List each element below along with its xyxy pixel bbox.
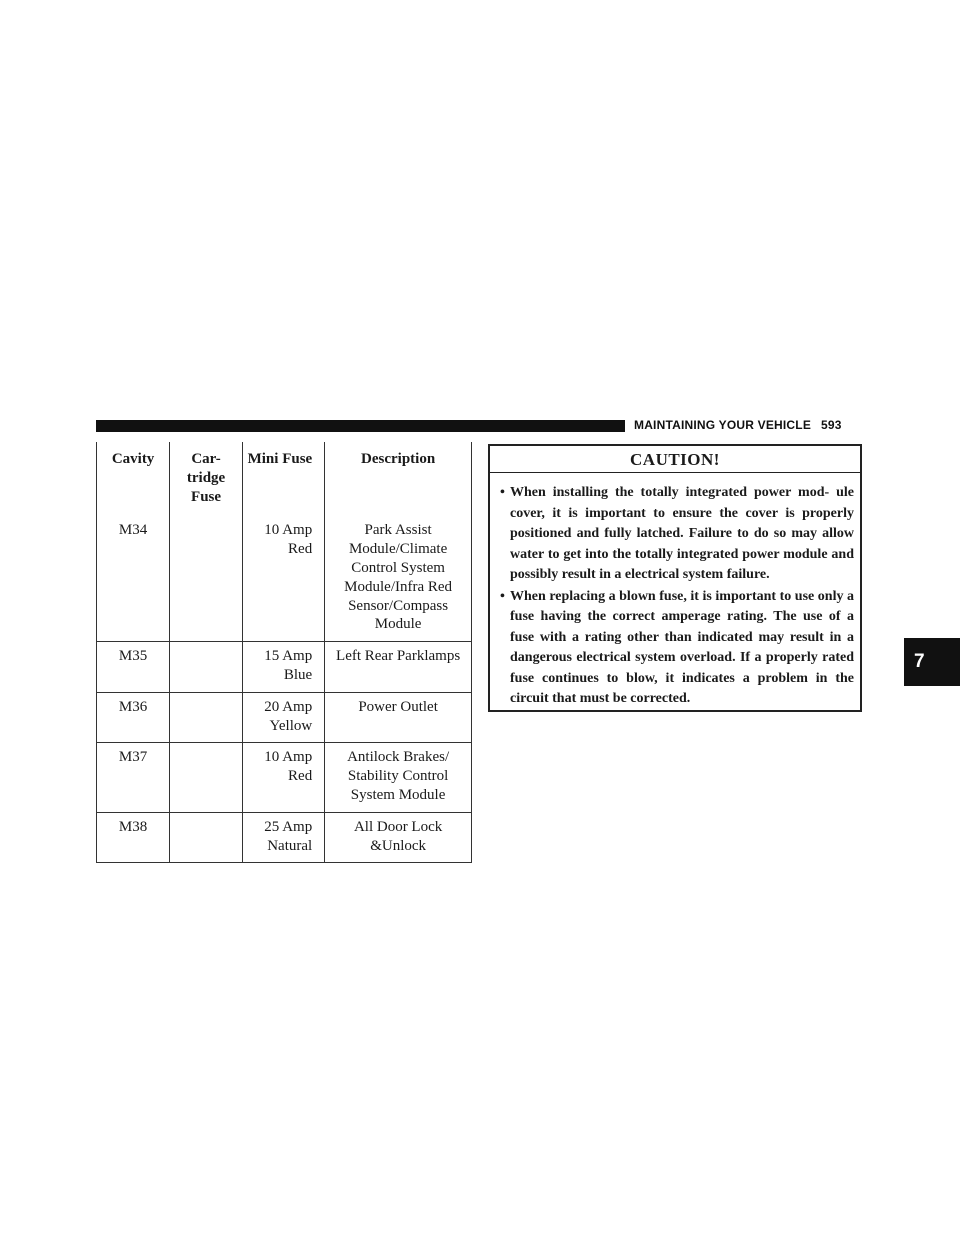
page-number: 593 bbox=[821, 418, 842, 432]
cavity-cell: M38 bbox=[97, 812, 170, 863]
table-row bbox=[97, 812, 472, 863]
description-cell: Antilock Brakes/ Stability Control System Module bbox=[325, 743, 472, 812]
description-cell: Left Rear Parklamps bbox=[325, 642, 472, 693]
caution-title: CAUTION! bbox=[490, 446, 860, 473]
cavity-cell: M34 bbox=[97, 516, 170, 641]
chapter-tab: 7 bbox=[904, 638, 960, 686]
header-cartridge-fuse: Car- tridge Fuse bbox=[170, 442, 243, 516]
header-mini-fuse: Mini Fuse bbox=[242, 442, 324, 516]
description-cell: Park Assist Module/Climate Control System Module/Infra Red Sensor/Compass Module bbox=[325, 516, 472, 641]
header-cavity: Cavity bbox=[97, 442, 170, 516]
caution-text: When installing the totally integrated power mod- ule cover, it is important to ensure the cover is properly positioned and fully latched. Failure to do so may allow water to get into the totally integrated power module and possibly result in a electrical system failure. bbox=[510, 485, 854, 582]
caution-text: When replacing a blown fuse, it is important to use only a fuse having the correct amperage rating. The use of a fuse with a rating other than indicated may result in a dangerous electrical system overload. If a properly rated fuse continues to blow, it indicates a problem in the circuit that must be corrected. bbox=[510, 588, 854, 706]
table-row bbox=[97, 516, 472, 641]
fuse-table bbox=[96, 442, 472, 863]
description-cell: All Door Lock &Unlock bbox=[325, 812, 472, 863]
section-title: MAINTAINING YOUR VEHICLE bbox=[634, 418, 812, 432]
mini-fuse-cell: 25 Amp Natural bbox=[242, 812, 324, 863]
cavity-cell: M36 bbox=[97, 692, 170, 743]
header-rule bbox=[96, 420, 625, 432]
caution-list bbox=[490, 473, 860, 710]
table-header-row bbox=[97, 442, 472, 516]
cartridge-cell bbox=[170, 642, 243, 693]
bullet-icon: • bbox=[500, 588, 505, 604]
mini-fuse-cell: 10 Amp Red bbox=[242, 516, 324, 641]
running-header bbox=[634, 418, 842, 432]
description-cell: Power Outlet bbox=[325, 692, 472, 743]
cartridge-cell bbox=[170, 812, 243, 863]
table-row bbox=[97, 692, 472, 743]
mini-fuse-cell: 15 Amp Blue bbox=[242, 642, 324, 693]
mini-fuse-cell: 20 Amp Yellow bbox=[242, 692, 324, 743]
list-item bbox=[500, 483, 854, 586]
cavity-cell: M35 bbox=[97, 642, 170, 693]
cavity-cell: M37 bbox=[97, 743, 170, 812]
list-item bbox=[500, 587, 854, 710]
table-row bbox=[97, 743, 472, 812]
header-description: Description bbox=[325, 442, 472, 516]
mini-fuse-cell: 10 Amp Red bbox=[242, 743, 324, 812]
caution-box bbox=[488, 444, 862, 712]
table-row bbox=[97, 642, 472, 693]
bullet-icon: • bbox=[500, 485, 505, 500]
cartridge-cell bbox=[170, 743, 243, 812]
cartridge-cell bbox=[170, 692, 243, 743]
cartridge-cell bbox=[170, 516, 243, 641]
